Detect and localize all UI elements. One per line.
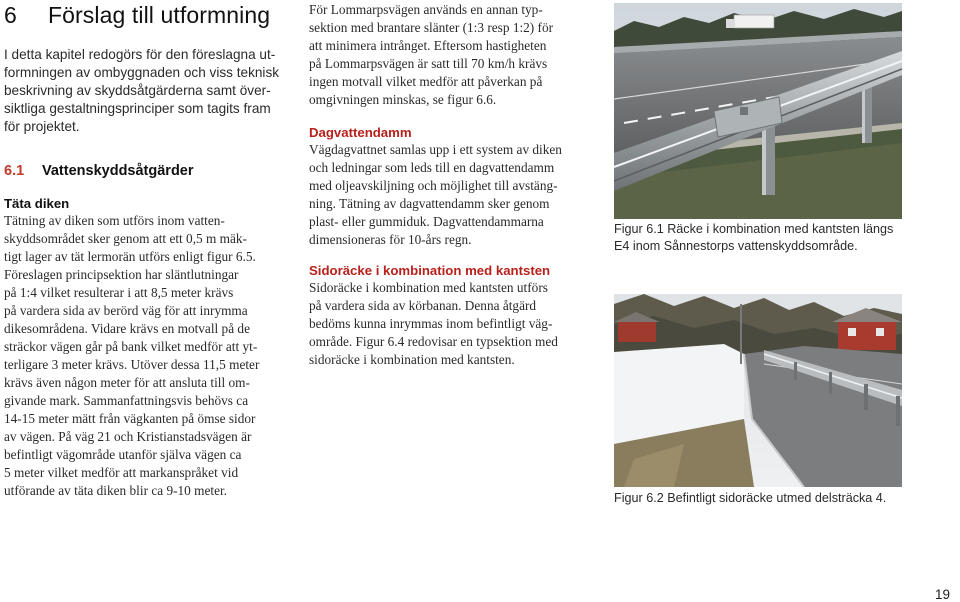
chapter-title-text: Förslag till utformning xyxy=(48,2,271,28)
side-guardrail-road-image xyxy=(614,294,902,487)
paragraph-line: Tätning av diken som utförs inom vatten- xyxy=(4,213,225,229)
paragraph-line: och ledningar som leds till en dagvattendamm xyxy=(309,160,555,175)
paragraph-line: ingen motvall vilket medför att påverkan på xyxy=(309,74,543,89)
paragraph-line: område. Figur 6.4 redovisar en typsektion med xyxy=(309,334,558,349)
intro-line: beskrivning av skyddsåtgärderna samt över- xyxy=(4,83,271,99)
paragraph-line: Vägdagvattnet samlas upp i ett system av diken xyxy=(309,142,562,157)
paragraph-line: 14-15 meter mätt från vägkanten på ömse sidor xyxy=(4,411,256,427)
paragraph-line: sektion med brantare slänter (1:3 resp 1:2) för xyxy=(309,20,554,35)
paragraph-line: bedöms kunna inrymmas inom befintligt väg- xyxy=(309,316,553,331)
paragraph-line: på vardera sida av berörd väg för att inrymma xyxy=(4,303,248,319)
paragraph-line: skyddsområdet sker genom att ett 0,5 m mäk- xyxy=(4,231,247,247)
paragraph-line: 5 meter vilket medför att markanspråket vid xyxy=(4,465,239,481)
paragraph-line: av vägen. På väg 21 och Kristianstadsvägen är xyxy=(4,429,252,445)
figure-6-2-caption: Figur 6.2 Befintligt sidoräcke utmed delsträcka 4. xyxy=(614,491,887,505)
paragraph-line: på vardera sida av körbanan. Denna åtgärd xyxy=(309,298,537,313)
paragraph-line: att minimera intrånget. Eftersom hastigheten xyxy=(309,38,547,53)
figure-6-1-caption xyxy=(614,221,893,255)
caption-line: Figur 6.1 Räcke i kombination med kantsten längs xyxy=(614,222,894,236)
paragraph-line: givande mark. Sammanfattningsvis behövs ca xyxy=(4,393,249,409)
paragraph-line: tigt lager av tät lermorän utförs enligt figur 6.5. xyxy=(4,249,256,265)
intro-line: formningen av ombyggnaden och viss teknisk xyxy=(4,65,280,81)
paragraph-line: För Lommarpsvägen används en annan typ- xyxy=(309,2,543,17)
paragraph-line: dikesområdena. Vidare krävs en motvall på de xyxy=(4,321,250,337)
paragraph-line: terligare 3 meter krävs. Utöver dessa 11,5 meter xyxy=(4,357,260,373)
paragraph-line: utförande av täta diken blir ca 9-10 meter. xyxy=(4,483,228,499)
chapter-number: 6 xyxy=(4,2,17,28)
lommarp-paragraph xyxy=(309,1,592,109)
paragraph-line: sidoräcke i kombination med kantsten. xyxy=(309,352,515,367)
chapter-intro xyxy=(4,46,282,136)
subheading-tata-diken: Täta diken xyxy=(4,196,70,212)
paragraph-line: Föreslagen principsektion har släntlutningar xyxy=(4,267,239,283)
left-column xyxy=(4,0,282,500)
paragraph-line: sträckor vägen går på bank vilket medför att yt- xyxy=(4,339,258,355)
paragraph-line: ning. Tätning av dagvattendamm sker genom xyxy=(309,196,550,211)
sidoracke-paragraph xyxy=(309,279,592,369)
tata-diken-paragraph xyxy=(4,212,282,500)
paragraph-line: krävs även någon meter för att ansluta till om- xyxy=(4,375,250,391)
paragraph-line: dimensioneras för 10-års regn. xyxy=(309,232,472,247)
paragraph-line: Sidoräcke i kombination med kantsten utförs xyxy=(309,280,548,295)
chapter-title xyxy=(4,2,282,29)
middle-column xyxy=(309,0,592,369)
paragraph-line: på 1:4 vilket resulterar i att 8,5 meter krävs xyxy=(4,285,234,301)
paragraph-line: befintligt vägområde utanför själva vägen ca xyxy=(4,447,242,463)
paragraph-line: omgivningen minskas, se figur 6.6. xyxy=(309,92,497,107)
paragraph-line: på Lommarpsvägen är satt till 70 km/h krävs xyxy=(309,56,548,71)
paragraph-line: plast- eller gummiduk. Dagvattendammarna xyxy=(309,214,544,229)
intro-line: siktliga gestaltningsprinciper som tagits fram xyxy=(4,101,271,117)
section-number: 6.1 xyxy=(4,163,25,180)
figure-6-1-photo xyxy=(614,3,902,219)
section-title xyxy=(4,163,282,179)
subheading-dagvattendamm: Dagvattendamm xyxy=(309,125,412,140)
guardrail-highway-image xyxy=(614,3,902,219)
section-title-text: Vattenskyddsåtgärder xyxy=(42,163,194,180)
page-number: 19 xyxy=(934,587,950,602)
intro-line: I detta kapitel redogörs för den föreslagna ut- xyxy=(4,47,276,62)
intro-line: för projektet. xyxy=(4,119,80,135)
subheading-sidoracke: Sidoräcke i kombination med kantsten xyxy=(309,263,551,278)
paragraph-line: med oljeavskiljning och möjlighet till avstäng- xyxy=(309,178,558,193)
caption-line: E4 inom Sånnestorps vattenskyddsområde. xyxy=(614,239,858,253)
figure-6-2-photo xyxy=(614,294,902,487)
dagvattendamm-paragraph xyxy=(309,141,592,249)
